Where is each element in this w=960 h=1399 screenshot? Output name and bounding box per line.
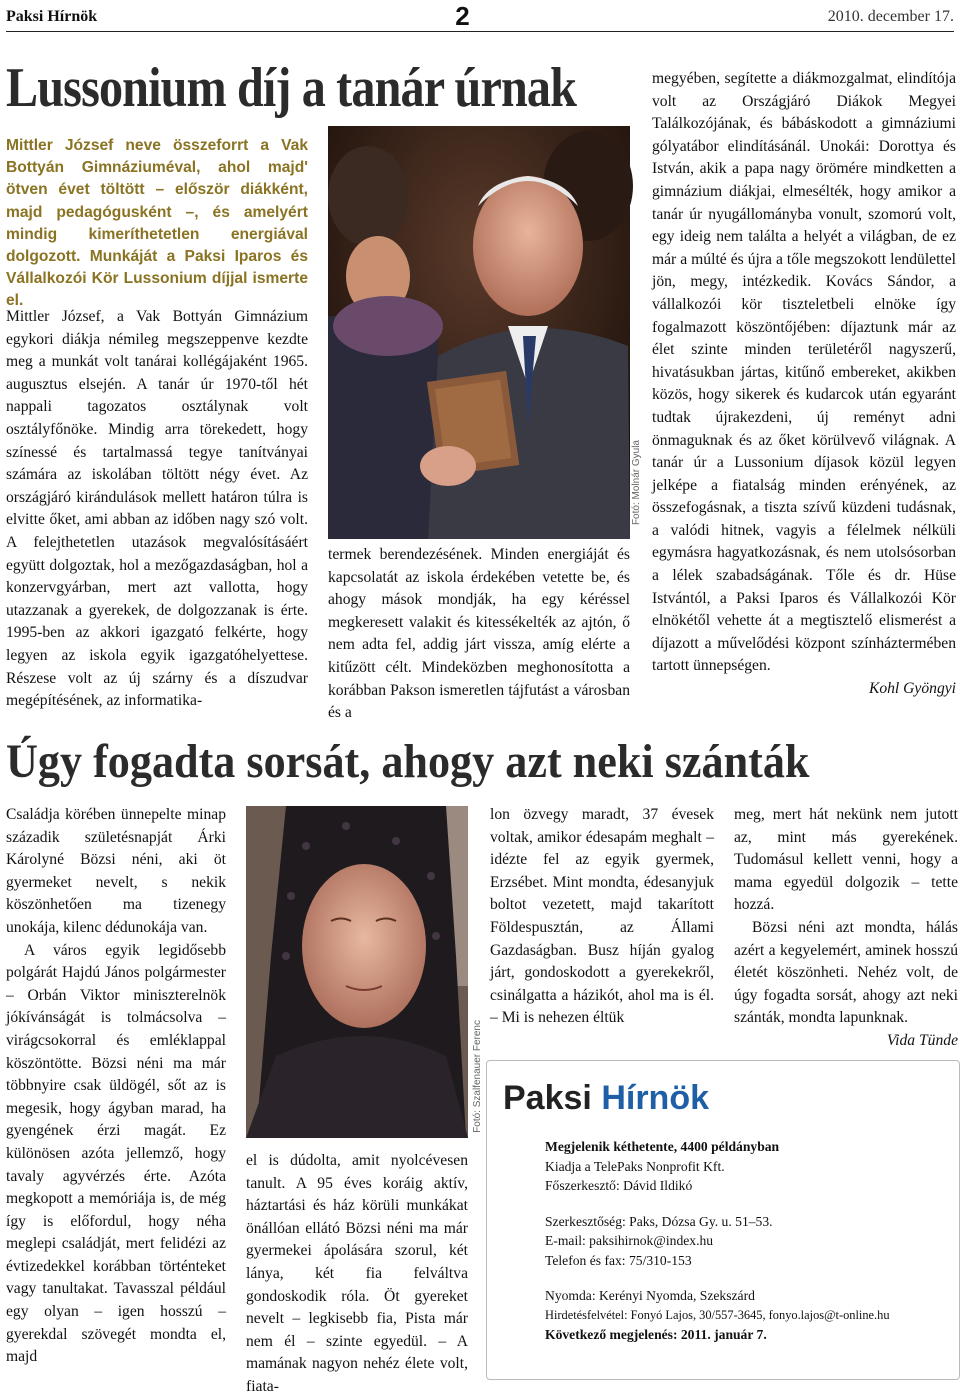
page-header bbox=[6, 2, 954, 32]
article1-column-2 bbox=[328, 544, 630, 725]
article2-column-4 bbox=[734, 804, 958, 1053]
article1-col1-text: Mittler József, a Vak Bottyán Gimnázium egykori diákja némileg megszeppenve kezdte meg a munkát volt tanárai kollégájaként 1965. augusztus elsején. A tanár úr 1970-től hét nappali tagozatos osztálynak volt osztályfőnöke. Mindig arra törekedett, hogy színessé és tartalmassá tegye tanítványai számára az iskolában töltött négy évet. Az országjáró kirándulások mellett határon túlra is elvitte őket, ami abban az időben nagy szó volt. A felejthetetlen utazások megvalósításáért együtt dolgoztak, hol a mezőgazdaságban, hol a konzervgyárban, mert azt vallotta, hogy utazzanak a gyerekek, de dolgozzanak is érte. 1995-ben az akkori igazgató felkérte, hogy legyen az iskola egyik igazgatóhelyettese. Részese volt az új szárny és a díszudvar megépítésének, az informatika- bbox=[6, 308, 308, 710]
impressum-frequency: Megjelenik kéthetente, 4400 példányban bbox=[545, 1139, 780, 1154]
article1-title: Lussonium díj a tanár úrnak bbox=[6, 57, 577, 119]
article2-col1-para2: A város egyik legidősebb polgárát Hajdú János polgármester – Orbán Viktor miniszterelnök jókívánságát is tolmácsolva – virágcsokorral és emléklappal köszöntötte. Bözsi néni ma már többnyire csak üldögél, sőt az is megesik, hogy ágyban marad, ha gyengének érzi magát. Ez különösen azóta jellemző, hogy tavaly agyvérzés érte. Azóta megkopott a memóriája is, de még így is előfordul, hogy néha meglepi családját, mert felidézi az évtizedekkel korábban történteket vagy tanultakat. Tavasszal például egy olyan – igen hosszú – gyerekdal szövegét mondta el, majd bbox=[6, 941, 226, 1366]
article1-photo-credit: Fotó: Molnár Gyula bbox=[631, 440, 642, 526]
article2-col2-text: el is dúdolta, amit nyolcévesen tanult. A 95 éves koráig aktív, háztartási és ház körüli munkákat önállóan ellátó Bözsi néni ma már gyermekei ápolására szorul, két lánya, két fia felváltva gondoskodik róla. Öt gyereket nevelt – legkisebb fia, Pista már nem él – szinte egyedül. – A mamának nagyon nehéz élete volt, fiata- bbox=[246, 1152, 468, 1395]
impressum-logo: Paksi Hírnök bbox=[503, 1079, 709, 1117]
article2-photo-credit: Fotó: Szalfenauer Ferenc bbox=[472, 1020, 483, 1133]
impressum-ads: Hirdetésfelvétel: Fonyó Lajos, 30/557-3645, fonyo.lajos@t-online.hu bbox=[545, 1307, 890, 1322]
impressum-office: Szerkesztőség: Paks, Dózsa Gy. u. 51–53. bbox=[545, 1213, 773, 1229]
article2-col4-para1: meg, mert hát nekünk nem jutott az, mint más gyerekének. Tudomásul kellett venni, hogy a mama egyedül dolgozik – tette hozzá. bbox=[734, 806, 958, 914]
article2-column-2 bbox=[246, 1150, 468, 1399]
impressum-printer: Nyomda: Kerényi Nyomda, Szekszárd bbox=[545, 1288, 755, 1303]
article1-lead: Mittler József neve összeforrt a Vak Bottyán Gimnáziuméval, ahol majd' ötven évet töltött – először diákként, majd pedagógusként –, és amelyért mindig kimeríthetetlen energiával dolgozott. Munkáját a Paksi Iparos és Vállalkozói Kör Lussonium díjjal ismerte el. bbox=[6, 137, 308, 310]
article2-col4-para2: Bözsi néni azt mondta, hálás azért a kegyelemért, aminek hosszú életét köszönheti. Nehéz volt, de úgy fogadta sorsát, ahogy azt neki szánták, mondta lapunknak. bbox=[734, 918, 958, 1027]
teacher-with-award-photo bbox=[328, 126, 630, 539]
article1-author: Kohl Gyöngyi bbox=[868, 680, 956, 698]
issue-date: 2010. december 17. bbox=[827, 7, 954, 25]
article2-column-3 bbox=[490, 804, 714, 1030]
page-number: 2 bbox=[455, 1, 470, 31]
article1-photo bbox=[328, 126, 630, 539]
elderly-woman-photo bbox=[246, 806, 468, 1138]
impressum-phone: Telefon és fax: 75/310-153 bbox=[545, 1252, 692, 1268]
impressum-details bbox=[545, 1137, 955, 1345]
impressum-email: E-mail: paksihirnok@index.hu bbox=[545, 1233, 714, 1248]
paper-name: Paksi Hírnök bbox=[6, 7, 98, 25]
article1-column-1 bbox=[6, 306, 308, 713]
impressum-box bbox=[486, 1060, 960, 1380]
article2-col3-text: lon özvegy maradt, 37 évesek voltak, amikor édesapám meghalt – idézte fel az egyik gyermek, Erzsébet. Mint mondta, édesanyjuk boltot vezetett, majd takarított Földespusztán, az Állami Gazdaságban. Busz híján gyalog járt, gondoskodott a gyerekekről, csinálgatta a házikót, ahol ma is él. – Mi is nehezen éltük bbox=[490, 806, 714, 1027]
article2-author: Vida Tünde bbox=[886, 1031, 958, 1049]
article1-column-3 bbox=[652, 68, 956, 701]
article1-col3-text: megyében, segítette a diákmozgalmat, elindítója volt az Országjáró Diákok Megyei Találkozójának, és bábáskodott a gimnáziumi gólyatábor elindításánál. Unokái: Dorottya és István, akik a papa nagy örömére mindketten a gimnázium diákjai, elmesélték, hogy amikor a tanár úr nyugállományba vonult, szomorú volt, egy ideig nem találta a helyét a világban, de ez már a múlté és újra a tőle megszokott lendülettel jön, megy, intézkedik. Kovács Sándor, a vállalkozói kör tiszteletbeli elnöke így fogalmazott köszöntőjében: díjaztunk már az élet szinte minden területéről nagyszerű, hivatásukban jártas, kitűnő embereket, akikben közös, hogy sikerek és kudarcok után egyaránt tudtak újrakezdeni, új reményt adni önmaguknak és az őket körülvevő világnak. A tanár úr a Lussonium díjasok közül legyen jelképe a fiatalság minden erényének, az összefogásnak, a tiszta szívű küzdeni tudásnak, a valódi hitnek, vagyis a félelmek nélküli egymásra hagyatkozásnak, és nem utolsósorban a lélek szabadságának. Tőle és dr. Hüse Istvántól, a Paksi Iparos és Vállalkozói Kör elnökétől vehette át a megtisztelő elismerést a díjazott a művelődési központ színháztermében tartott ünnepségen. bbox=[652, 70, 956, 675]
article2-photo bbox=[246, 806, 468, 1138]
impressum-next-issue: Következő megjelenés: 2011. január 7. bbox=[545, 1327, 767, 1342]
article2-title: Úgy fogadta sorsát, ahogy azt neki szánták bbox=[6, 735, 810, 788]
impressum-publisher: Kiadja a TelePaks Nonprofit Kft. bbox=[545, 1158, 725, 1174]
article2-col1-para1: Családja körében ünnepelte minap századik születésnapját Árki Károlyné Bözsi néni, aki öt gyermeket nevelt, s nekik köszönhetően ma tizenegy unokája, kilenc dédunokája van. bbox=[6, 806, 226, 936]
article1-col2-text: termek berendezésének. Minden energiáját és kapcsolatát az iskola érdekében vetette be, és ahogy mások mondják, ha egy kéréssel megkeresett valakit és kitessékelték az ajtón, ő nem adta fel, addig járt vissza, amíg elérte a kitűzött célt. Mindeközben meghonosította a korábban Pakson ismeretlen tájfutást a városban és a bbox=[328, 546, 630, 722]
impressum-editor: Főszerkesztő: Dávid Ildikó bbox=[545, 1178, 693, 1193]
article2-column-1 bbox=[6, 804, 226, 1369]
